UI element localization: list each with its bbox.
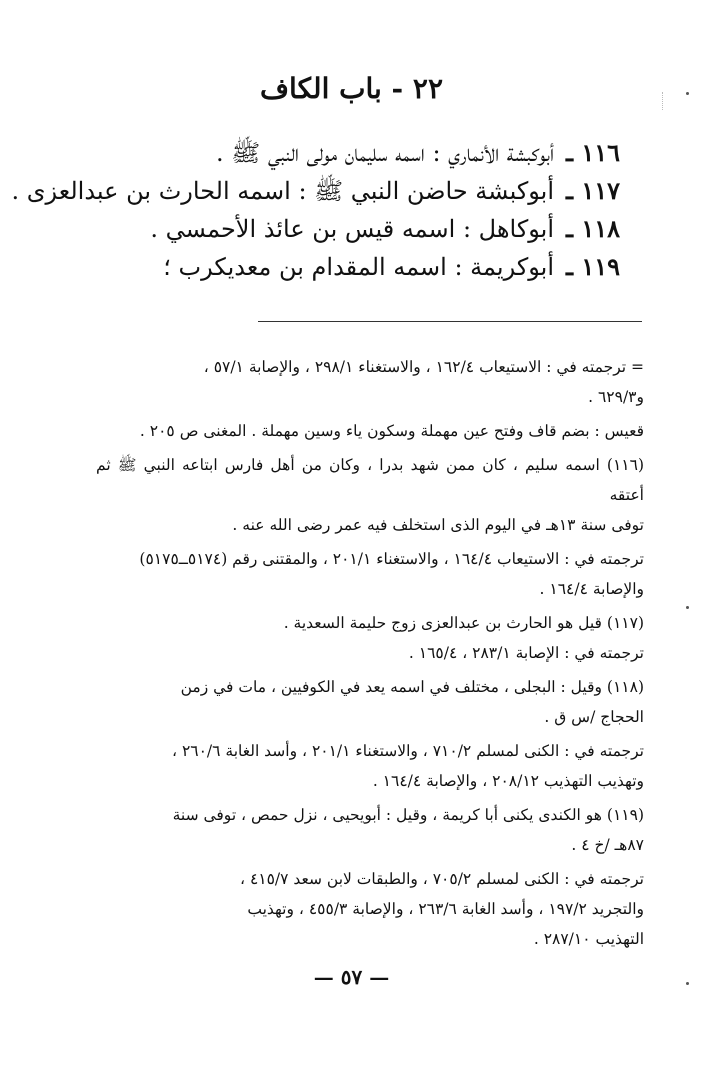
footnote-line: التهذيب ٢٨٧/١٠ .	[533, 930, 644, 948]
footnote	[96, 736, 644, 796]
footnote-line: (١١٩) هو الكندى يكنى أبا كريمة ، وقيل : أبويحيى ، نزل حمص ، توفى سنة	[172, 806, 644, 824]
footnote-line: قعيس : بضم قاف وفتح عين مهملة وسكون ياء وسين مهملة . المغنى ص ٢٠٥ .	[139, 422, 644, 440]
footnote-line: ترجمته في : الاستيعاب ١٦٤/٤ ، والاستغناء ٢٠١/١ ، والمقتنى رقم (٥١٧٤ــ٥١٧٥)	[139, 550, 644, 568]
entry-number: ١١٩ ـ	[565, 252, 620, 281]
entry-item	[100, 252, 620, 290]
footnote-divider	[258, 321, 642, 322]
entry-number: ١١٧ ـ	[565, 176, 620, 205]
footnote-line: (١١٦) اسمه سليم ، كان ممن شهد بدرا ، وكان من أهل فارس ابتاعه النبي ﷺ ثم أعتقه	[96, 456, 644, 504]
entry-number: ١١٨ ـ	[565, 214, 620, 243]
footnote-line: والتجريد ١٩٧/٢ ، وأسد الغابة ٢٦٣/٦ ، والإصابة ٤٥٥/٣ ، وتهذيب	[247, 900, 644, 918]
chapter-heading: ٢٢ - باب الكاف	[260, 72, 443, 105]
footnote-line: = ترجمته في : الاستيعاب ١٦٢/٤ ، والاستغناء ٢٩٨/١ ، والإصابة ٥٧/١ ،	[203, 358, 644, 376]
footnote	[96, 352, 644, 412]
footnote	[96, 608, 644, 668]
entry-item	[100, 138, 620, 176]
footnote-line: ٨٧هـ /خ ٤ .	[571, 836, 644, 854]
footnote-line: والإصابة ١٦٤/٤ .	[539, 580, 644, 598]
entry-item	[11, 176, 620, 214]
footnote-line: ترجمته في : الكنى لمسلم ٧١٠/٢ ، والاستغناء ٢٠١/١ ، وأسد الغابة ٢٦٠/٦ ،	[172, 742, 644, 760]
entry-text: أبوكبشة حاضن النبي ﷺ : اسمه الحارث بن عبدالعزى .	[11, 177, 554, 205]
margin-dot	[686, 606, 689, 609]
footnote-line: الحجاج /س ق .	[544, 708, 644, 726]
footnotes	[96, 352, 644, 958]
footnote-line: وتهذيب التهذيب ٢٠٨/١٢ ، والإصابة ١٦٤/٤ .	[372, 772, 644, 790]
footnote	[96, 450, 644, 540]
footnote-line: (١١٧) قيل هو الحارث بن عبدالعزى زوج حليمة السعدية .	[283, 614, 644, 632]
footnote	[96, 672, 644, 732]
footnote-line: ترجمته في : الإصابة ٢٨٣/١ ، ١٦٥/٤ .	[408, 644, 644, 662]
footnote-line: (١١٨) وقيل : البجلى ، مختلف في اسمه يعد في الكوفيين ، مات في زمن	[180, 678, 644, 696]
entry-number: ١١٦ ـ	[565, 138, 620, 167]
entry-text: أبوكريمة : اسمه المقدام بن معديكرب ؛	[163, 253, 554, 281]
footnote	[96, 864, 644, 954]
entries-list	[11, 138, 620, 290]
footnote	[96, 544, 644, 604]
entry-item	[100, 214, 620, 252]
footnote	[96, 800, 644, 860]
footnote-line: و٦٢٩/٣ .	[588, 388, 644, 406]
page-number: — ٥٧ —	[313, 965, 390, 989]
footnote-line: ترجمته في : الكنى لمسلم ٧٠٥/٢ ، والطبقات لابن سعد ٤١٥/٧ ،	[240, 870, 644, 888]
footnote-line: توفى سنة ١٣هـ في اليوم الذى استخلف فيه عمر رضى الله عنه .	[232, 516, 644, 534]
footnote	[96, 416, 644, 446]
entry-text: أبوكبشة الأنماري : اسمه سليمان مولى النبي ﷺ .	[216, 139, 554, 167]
entry-text: أبوكاهل : اسمه قيس بن عائذ الأحمسي .	[150, 215, 554, 243]
